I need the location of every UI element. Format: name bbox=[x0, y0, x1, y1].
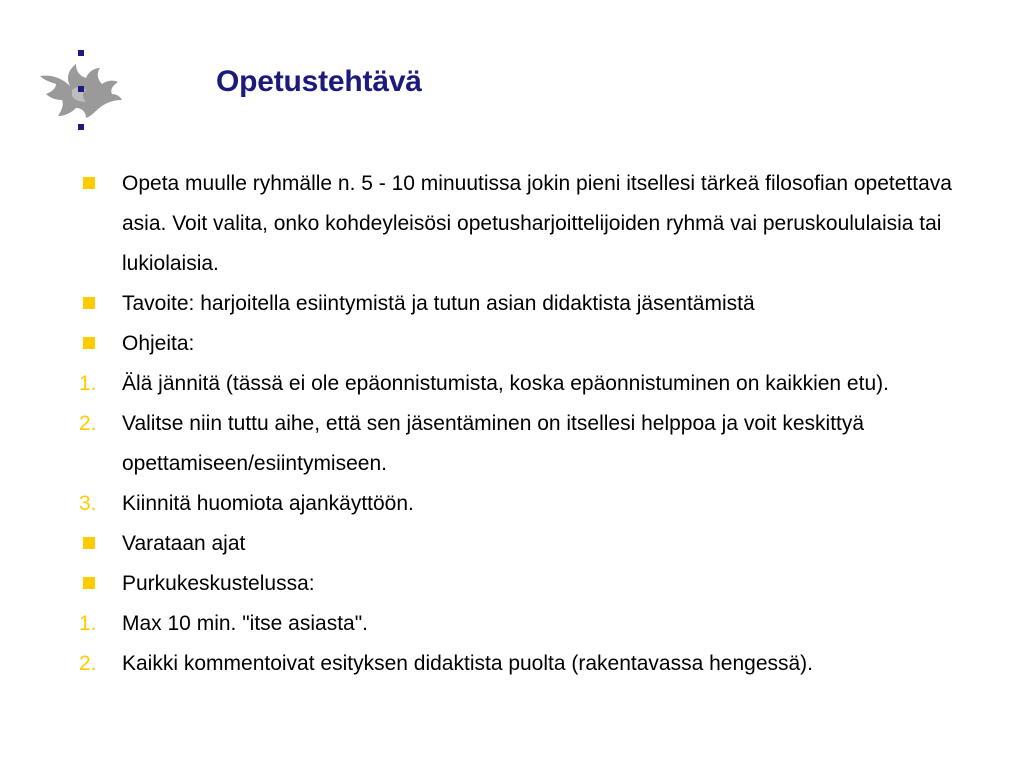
list-number: 2. bbox=[79, 412, 97, 435]
list-item bbox=[82, 564, 1002, 604]
list-item-text: Max 10 min. "itse asiasta". bbox=[122, 612, 369, 635]
logo-dot-middle bbox=[78, 86, 84, 92]
list-item bbox=[79, 364, 1002, 404]
list-item-text: Ohjeita: bbox=[122, 332, 195, 355]
list-item-text: Purkukeskustelussa: bbox=[122, 572, 315, 595]
logo-dot-bottom bbox=[78, 124, 84, 130]
list-number: 1. bbox=[79, 372, 97, 395]
list-number: 2. bbox=[79, 652, 97, 675]
bullet-square-icon bbox=[82, 324, 122, 364]
bullet-square-icon bbox=[82, 564, 122, 604]
list-item bbox=[82, 284, 1002, 324]
bullet-square-icon bbox=[82, 284, 122, 324]
list-item-text: Älä jännitä (tässä ei ole epäonnistumista, koska epäonnistuminen on kaikkien etu). bbox=[122, 372, 889, 395]
list-item bbox=[82, 324, 1002, 364]
list-item-text: Kiinnitä huomiota ajankäyttöön. bbox=[122, 492, 414, 515]
list-item bbox=[79, 644, 1002, 684]
flame-logo-icon bbox=[36, 46, 126, 136]
list-item bbox=[79, 604, 1002, 644]
list-item-text: Valitse niin tuttu aihe, että sen jäsentäminen on itsellesi helppoa ja voit keskittyä opettamiseen/esiintymiseen. bbox=[122, 412, 865, 475]
list-item-text: Tavoite: harjoitella esiintymistä ja tutun asian didaktista jäsentämistä bbox=[122, 292, 755, 315]
logo-dot-top bbox=[78, 50, 84, 56]
list-item-text: Kaikki kommentoivat esityksen didaktista puolta (rakentavassa hengessä). bbox=[122, 652, 814, 675]
bullet-list bbox=[79, 164, 1002, 684]
list-item bbox=[79, 484, 1002, 524]
list-item-text: Opeta muulle ryhmälle n. 5 - 10 minuutissa jokin pieni itsellesi tärkeä filosofian opetettava asia. Voit valita, onko kohdeyleisösi opetusharjoittelijoiden ryhmä vai peruskoululaisia tai lukiolaisia. bbox=[122, 172, 952, 275]
list-item-text: Varataan ajat bbox=[122, 532, 246, 555]
bullet-square-icon bbox=[82, 164, 122, 204]
list-item bbox=[82, 524, 1002, 564]
bullet-square-icon bbox=[82, 524, 122, 564]
slide-title: Opetustehtävä bbox=[216, 65, 422, 98]
list-number: 1. bbox=[79, 612, 97, 635]
list-number: 3. bbox=[79, 492, 97, 515]
list-item bbox=[82, 164, 1002, 284]
list-item bbox=[79, 404, 1002, 484]
